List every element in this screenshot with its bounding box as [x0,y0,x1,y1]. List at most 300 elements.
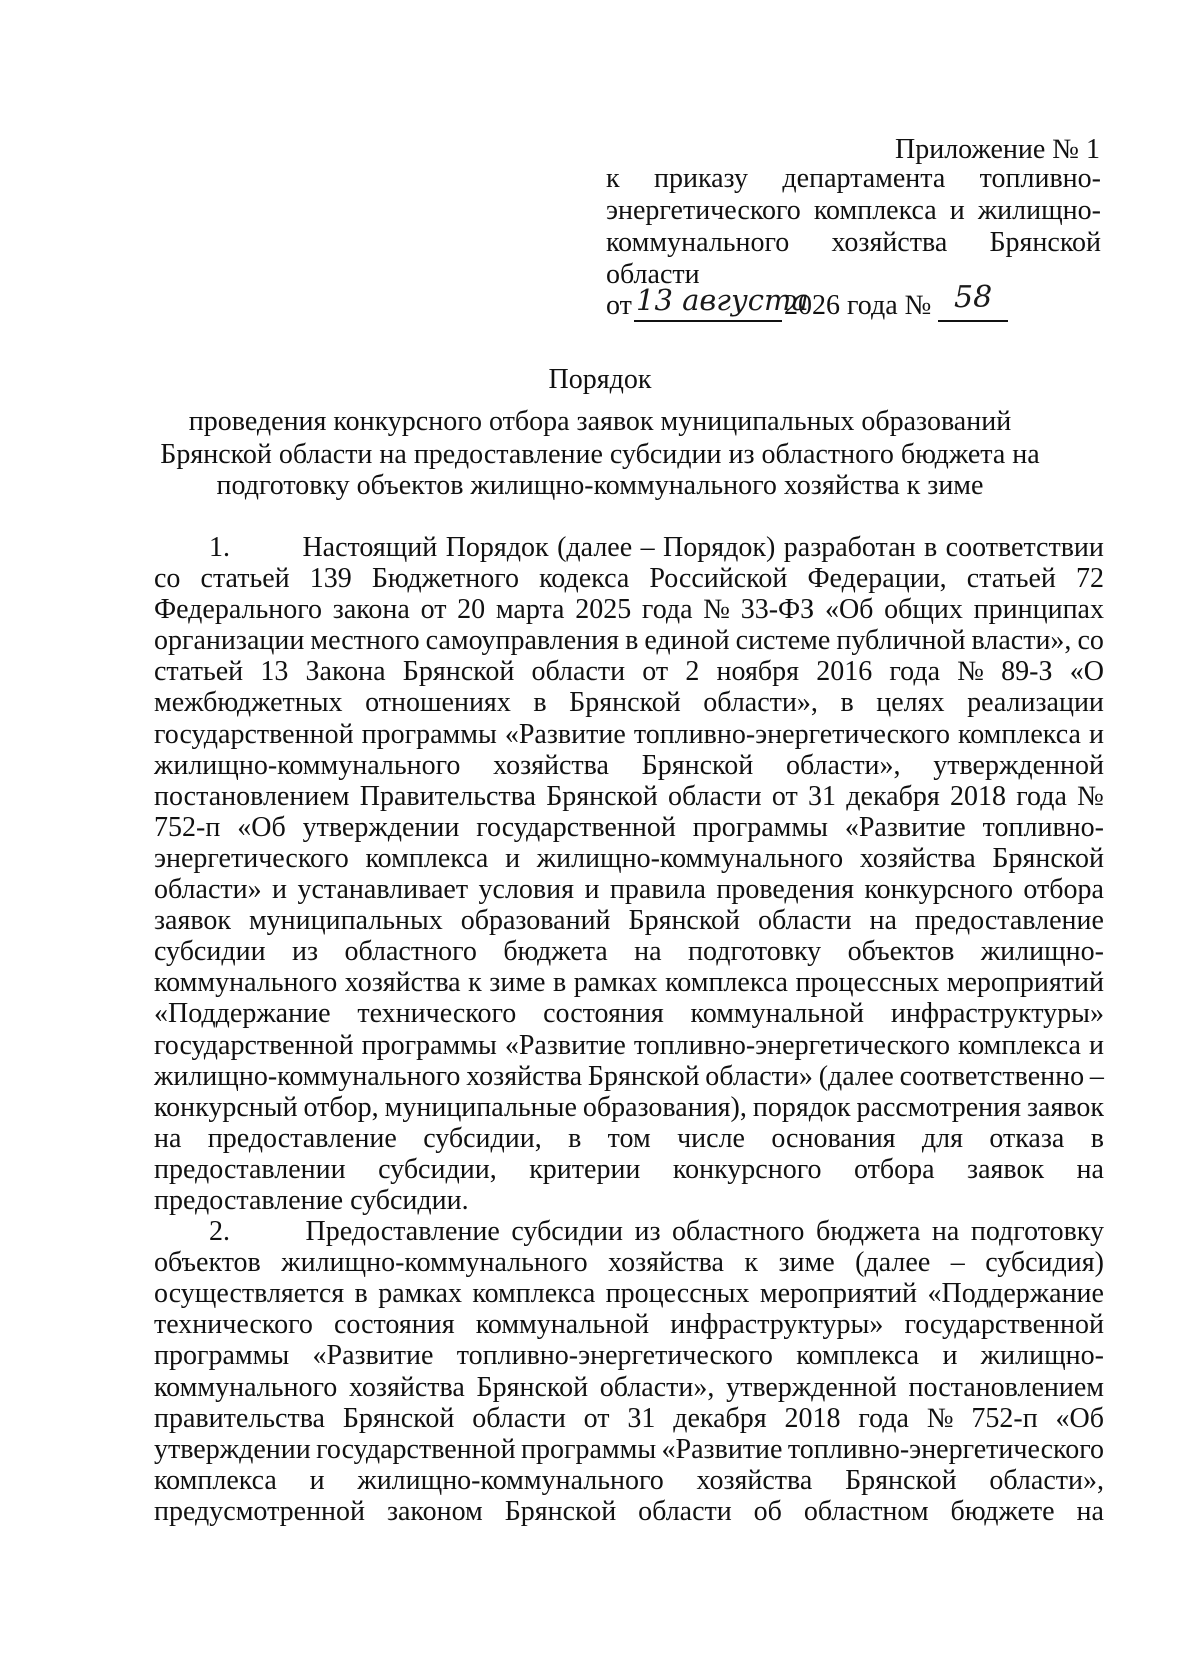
word: хозяйства [608,1247,724,1279]
word: 2025 [575,594,632,626]
text-line [154,936,1104,967]
word: Российской [649,563,788,595]
word: жилищно- [980,1340,1104,1372]
word: программы [154,1340,290,1372]
word: «Развитие [504,1029,626,1061]
word: целях [876,687,945,719]
word: утверждении [302,811,460,843]
word: субсидии [511,1216,623,1248]
word: «Поддержание [154,998,331,1030]
document-subtitle-line: Брянской области на предоставление субсидии из областного бюджета на [160,439,1040,470]
word: образований [460,905,611,937]
word: коммунального [606,227,790,258]
word: правительства [154,1402,325,1434]
word: «Развитие [504,718,626,750]
word: и [1088,718,1104,750]
word: постановлением [154,780,350,812]
word: публичной [836,625,966,657]
word: Брянской [845,1464,957,1496]
word: Правительства [359,780,536,812]
word: программы [692,811,828,843]
word: подготовку [970,1216,1104,1248]
word: условия [478,874,574,906]
word: предоставление [914,905,1104,937]
word: 139 [309,563,352,595]
word: хозяйства [696,1464,813,1496]
word: к [744,1247,759,1279]
word: комплекса [665,967,788,999]
text-line [154,812,1104,843]
word: комплекса [365,842,489,874]
word: области [531,656,626,688]
date-suffix: 2026 года № [784,290,932,321]
text-line [154,563,1104,594]
text-line [154,1185,1104,1216]
appendix-title: Приложение № 1 [895,134,1100,165]
word: «Развитие [312,1340,434,1372]
text-line [154,1061,1104,1092]
word: бюджета [503,936,608,968]
word: числе [677,1122,745,1154]
word: года [1016,780,1067,812]
word: Закона [305,656,386,688]
word: декабря [673,1402,767,1434]
word: межбюджетных [154,687,343,719]
word: технического [357,998,517,1030]
word: на [869,905,897,937]
word: предоставление субсидии. [154,1184,469,1216]
word: отбора [1023,874,1104,906]
word: в [625,625,639,657]
text-line [154,1092,1104,1123]
word: предоставление [207,1122,397,1154]
word: областном [803,1495,929,1527]
word: декабря [846,780,940,812]
number-underline [938,320,1008,322]
word: состояния [543,998,664,1030]
word: рамках [573,967,658,999]
word: хозяйства [493,749,609,781]
date-prefix: от [606,290,632,321]
word: «О [1069,656,1104,688]
word: 13 [260,656,289,688]
word: ноября [716,656,800,688]
appendix-line [606,163,1101,195]
word: инфраструктуры» [890,998,1104,1030]
text-line [154,1154,1104,1185]
word: на [154,1122,182,1154]
word: в [568,1122,582,1154]
text-line [154,1340,1104,1371]
word: на [634,936,662,968]
word: Брянской [504,1495,617,1527]
text-line [154,1309,1104,1340]
word: в [840,687,854,719]
word: бюджета [815,1216,921,1248]
text-line [154,594,1104,625]
word: утверждении [154,1433,311,1465]
word: Порядок [445,532,549,563]
word: в [1090,1122,1104,1154]
handwritten-date: 13 августа [636,283,809,317]
word: реализации [967,687,1104,719]
text-line [154,687,1104,718]
word: критерии [529,1153,641,1185]
word: от [583,1402,610,1434]
paragraph-number: 2. [209,1216,230,1248]
word: – [1089,1060,1104,1092]
word: соответственно [899,1060,1085,1092]
word: и [505,842,521,874]
word: конкурсного [672,1153,822,1185]
word: заявок [1026,1091,1104,1123]
text-line [154,1216,1104,1247]
word: самоуправления [425,625,620,657]
word: топливно-энергетического [633,718,950,750]
word: от [771,780,798,812]
date-underline [634,320,782,322]
text-line [154,1372,1104,1403]
word: в [354,1278,368,1310]
word: в [533,687,547,719]
word: мероприятий [946,967,1104,999]
word: марта [495,594,565,626]
word: жилищно- [977,195,1101,226]
word: и [949,195,965,226]
word: Брянской [342,1402,455,1434]
word: субсидии, [378,1153,497,1185]
word: топливно- [982,811,1104,843]
word: единой [644,625,730,657]
word: субсидии [154,936,266,968]
word: Брянской [546,780,658,812]
document-subtitle-line: подготовку объектов жилищно-коммунального хозяйства к зиме [216,470,984,501]
word: и [942,1340,958,1372]
word: к [468,967,482,999]
word: субсидия) [985,1247,1104,1279]
word: области [606,259,700,290]
word: к [606,163,620,194]
word: из [634,1216,661,1248]
document-subtitle-line: проведения конкурсного отбора заявок муниципальных образований [188,406,1012,437]
word: муниципальных [248,905,443,937]
word: статьей [200,563,290,595]
word: государственной [154,718,354,750]
word: государственной [154,1029,354,1061]
word: 2018 [784,1402,841,1434]
text-line [154,998,1104,1029]
word: конкурсного [864,874,1013,906]
word: субсидии, [423,1122,542,1154]
word: 2016 [816,656,873,688]
word: области», [989,1464,1104,1496]
word: заявок [154,905,231,937]
word: «Развитие [844,811,966,843]
word: и [584,874,600,906]
word: 33-ФЗ [740,594,815,626]
word: области» [705,1060,813,1092]
word: бюджете [950,1495,1055,1527]
word: Брянской [476,1371,589,1403]
word: со [154,563,181,595]
word: коммунального [154,967,338,999]
word: комплекса [154,1464,277,1496]
word: в [924,532,938,563]
word: от [642,656,669,688]
order-date-number [606,280,1046,350]
word: комплекса [796,1340,920,1372]
word: области [472,1402,566,1434]
word: комплекса [958,1029,1081,1061]
word: области», [703,687,818,719]
text-line [154,781,1104,812]
word: Брянской [402,656,515,688]
word: и [272,874,288,906]
text-line [154,1123,1104,1154]
word: конкурсный [154,1091,298,1123]
word: Федерального [154,594,323,626]
word: организации [154,625,305,657]
word: отбора [854,1153,935,1185]
word: статьей [154,656,244,688]
word: отказа [989,1122,1065,1154]
word: статьей [966,563,1056,595]
word: Брянской [641,749,754,781]
word: зиме [778,1247,835,1279]
word: 31 [808,780,837,812]
word: хозяйства [859,842,976,874]
word: (далее [855,1247,931,1279]
document-body [154,532,1104,1527]
word: со [1077,625,1104,657]
word: Настоящий [302,532,438,563]
text-line [154,656,1104,687]
text-line [154,1496,1104,1527]
word: объектов [847,936,955,968]
word: соответствии [945,532,1104,563]
word: комплекса [472,1278,596,1310]
word: том [607,1122,651,1154]
word: программы [521,1433,657,1465]
word: государственной [476,811,676,843]
word: мероприятий [759,1278,918,1310]
word: «Поддержание [927,1278,1104,1310]
word: программы [361,1029,497,1061]
word: принципах [973,594,1104,626]
word: утвержденной [933,749,1104,781]
text-line [154,843,1104,874]
word: правила [609,874,706,906]
word: хозяйства [344,967,461,999]
word: года [858,1402,909,1434]
word: жилищно- [980,936,1104,968]
word: приказу [653,163,749,194]
text-line [154,1403,1104,1434]
word: № [1077,780,1104,812]
word: закона [332,594,410,626]
word: коммунальной [690,998,865,1030]
word: энергетического [154,842,349,874]
word: Брянской [587,1060,700,1092]
word: кодекса [539,563,630,595]
word: осуществляется [154,1278,345,1310]
word: программы [361,718,497,750]
word: 20 [457,594,486,626]
word: утвержденной [726,1371,897,1403]
text-line [154,1247,1104,1278]
word: хозяйства [466,1060,583,1092]
word: Брянской [628,905,741,937]
word: рамках [378,1278,462,1310]
word: Брянской [992,842,1104,874]
word: области», [785,749,901,781]
word: № [957,656,984,688]
word: № [926,1402,954,1434]
word: 752-п [971,1402,1038,1434]
word: государственной [316,1433,516,1465]
word: законом [386,1495,483,1527]
word: государственной [904,1309,1104,1341]
word: топливно-энергетического [633,1029,950,1061]
word: процессных [605,1278,750,1310]
word: областного [344,936,477,968]
word: муниципальные [384,1091,577,1123]
word: Федерации, [807,563,947,595]
text-line [154,750,1104,781]
word: жилищно-коммунального [154,749,461,781]
appendix-line [606,227,1101,259]
word: на [931,1216,960,1248]
word: основания [771,1122,896,1154]
word: 72 [1075,563,1104,595]
word: разработан [783,532,916,563]
word: на [1076,1495,1104,1527]
word: № [703,594,731,626]
word: – [640,532,655,563]
word: инфраструктуры» [670,1309,884,1341]
word: «Об [824,594,874,626]
document-title: Порядок [548,364,652,395]
word: области [638,1495,732,1527]
word: рассмотрения [856,1091,1022,1123]
handwritten-number: 58 [954,280,993,315]
word: топливно-энергетического [787,1433,1104,1465]
word: области [668,780,762,812]
word: образования), [582,1091,747,1123]
text-line [154,967,1104,998]
word: Порядок) [663,532,776,563]
appendix-line [606,195,1101,227]
word: года [641,594,693,626]
word: «Об [1055,1402,1104,1434]
word: жилищно-коммунального [536,842,844,874]
word: отбор, [303,1091,379,1123]
word: области», [599,1371,715,1403]
word: об [753,1495,782,1527]
text-line [154,874,1104,905]
paragraph-number: 1. [209,532,230,563]
word: системе [735,625,831,657]
text-line [154,1030,1104,1061]
word: и [309,1464,325,1496]
word: Бюджетного [371,563,520,595]
word: 89-З [1001,656,1053,688]
word: предоставлении [154,1153,346,1185]
word: на [1076,1153,1104,1185]
word: подготовку [688,936,822,968]
word: для [921,1122,964,1154]
word: общих [884,594,963,626]
word: постановлением [908,1371,1104,1403]
word: из [292,936,319,968]
text-line [154,905,1104,936]
word: (далее [818,1060,894,1092]
word: – [950,1247,965,1279]
word: жилищно-коммунального [154,1060,461,1092]
word: Брянской [989,227,1101,258]
word: комплекса [813,195,937,226]
word: департамента [782,163,946,194]
word: комплекса [958,718,1081,750]
word: технического [154,1309,313,1341]
text-line [154,1465,1104,1496]
text-line [154,1434,1104,1465]
word: Брянской [569,687,681,719]
word: 752-п [154,811,221,843]
word: года [889,656,941,688]
word: «Об [237,811,286,843]
word: 2018 [949,780,1006,812]
word: заявок [967,1153,1045,1185]
text-line [154,1278,1104,1309]
word: 2 [685,656,700,688]
word: процессных [795,967,940,999]
word: жилищно-коммунального [357,1464,664,1496]
word: (далее [557,532,633,563]
word: энергетического [606,195,801,226]
word: топливно-энергетического [456,1340,773,1372]
word: от [420,594,447,626]
word: устанавливает [297,874,469,906]
word: жилищно-коммунального [281,1247,588,1279]
text-line [154,625,1104,656]
word: порядок [752,1091,851,1123]
text-line [154,719,1104,750]
word: и [1088,1029,1104,1061]
word: коммунального [154,1371,338,1403]
word: топливно- [979,163,1101,194]
word: в [553,967,567,999]
appendix-reference [606,163,1101,291]
word: отношениях [365,687,511,719]
word: 31 [627,1402,656,1434]
word: хозяйства [831,227,948,258]
word: власти», [971,625,1072,657]
word: области» [154,874,262,906]
word: «Развитие [661,1433,783,1465]
word: Предоставление [305,1216,500,1248]
word: предусмотренной [154,1495,366,1527]
word: состояния [333,1309,455,1341]
word: проведения [716,874,854,906]
word: хозяйства [348,1371,465,1403]
word: местного [310,625,420,657]
word: областного [672,1216,805,1248]
word: коммунальной [475,1309,650,1341]
word: области [757,905,852,937]
text-line [154,532,1104,563]
word: объектов [154,1247,261,1279]
